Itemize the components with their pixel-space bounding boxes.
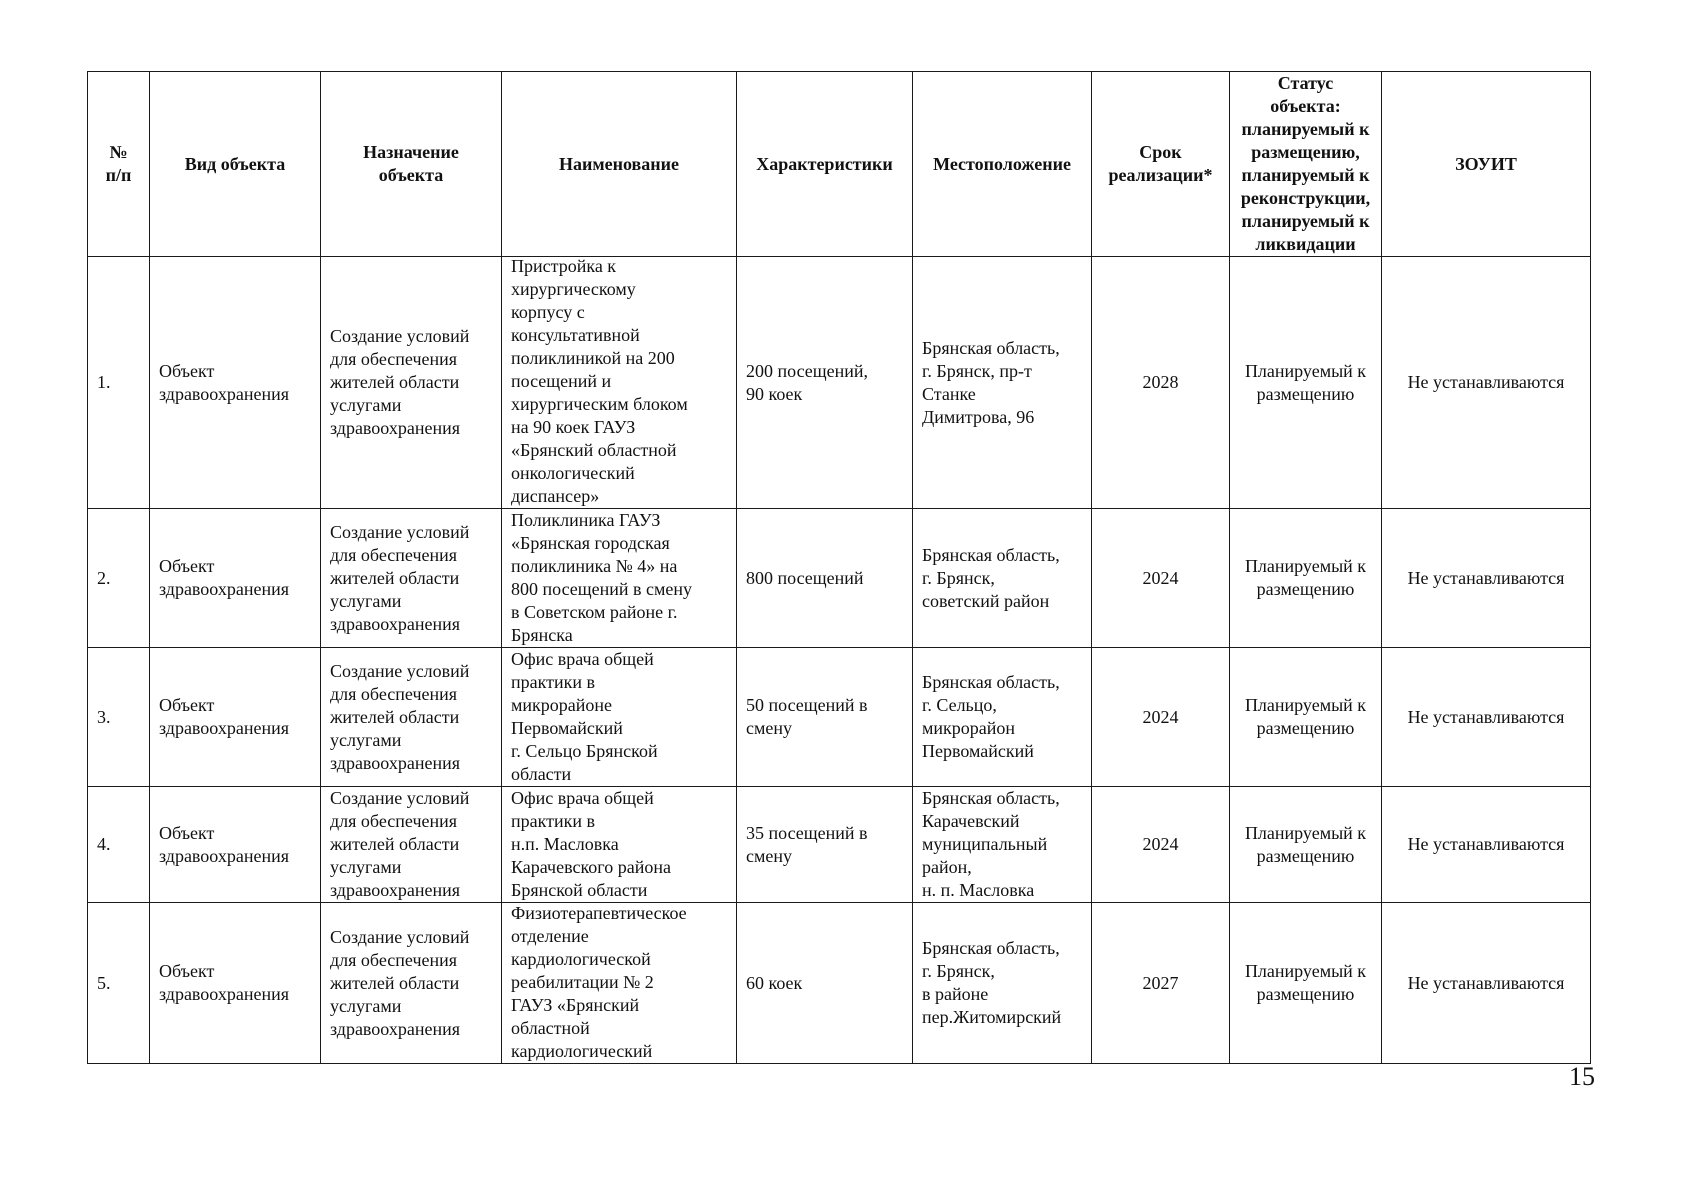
header-name: Наименование <box>502 72 737 257</box>
cell-term: 2027 <box>1092 903 1230 1064</box>
cell-zouit: Не устанавливаются <box>1382 787 1591 903</box>
cell-purpose: Создание условий для обеспечения жителей области услугами здравоохранения <box>321 509 502 648</box>
header-location: Местоположение <box>913 72 1092 257</box>
header-num: № п/п <box>88 72 150 257</box>
header-characteristics: Характеристики <box>737 72 913 257</box>
header-status: Статус объекта: планируемый к размещению, планируемый к реконструкции, планируемый к ликвидации <box>1230 72 1382 257</box>
cell-status: Планируемый к размещению <box>1230 787 1382 903</box>
cell-characteristics: 800 посещений <box>737 509 913 648</box>
table-row <box>88 509 1591 648</box>
cell-zouit: Не устанавливаются <box>1382 509 1591 648</box>
header-purpose: Назначение объекта <box>321 72 502 257</box>
table-row <box>88 787 1591 903</box>
cell-status: Планируемый к размещению <box>1230 903 1382 1064</box>
cell-location: Брянская область, г. Брянск, в районе пер.Житомирский <box>913 903 1092 1064</box>
cell-zouit: Не устанавливаются <box>1382 257 1591 509</box>
cell-num: 5. <box>88 903 150 1064</box>
table-body <box>88 257 1591 1064</box>
cell-purpose: Создание условий для обеспечения жителей области услугами здравоохранения <box>321 903 502 1064</box>
cell-status: Планируемый к размещению <box>1230 257 1382 509</box>
cell-name: Физиотерапевтическое отделение кардиологической реабилитации № 2 ГАУЗ «Брянский областной кардиологический <box>502 903 737 1064</box>
cell-location: Брянская область, Карачевский муниципальный район, н. п. Масловка <box>913 787 1092 903</box>
cell-characteristics: 35 посещений в смену <box>737 787 913 903</box>
cell-type: Объект здравоохранения <box>150 648 321 787</box>
table-row <box>88 648 1591 787</box>
objects-table <box>87 71 1591 1064</box>
table-header <box>88 72 1591 257</box>
cell-type: Объект здравоохранения <box>150 509 321 648</box>
cell-name: Офис врача общей практики в микрорайоне Первомайский г. Сельцо Брянской области <box>502 648 737 787</box>
cell-term: 2024 <box>1092 787 1230 903</box>
page-number: 15 <box>1569 1062 1595 1091</box>
cell-characteristics: 50 посещений в смену <box>737 648 913 787</box>
cell-num: 4. <box>88 787 150 903</box>
cell-zouit: Не устанавливаются <box>1382 648 1591 787</box>
cell-name: Пристройка к хирургическому корпусу с консультативной поликлиникой на 200 посещений и хирургическим блоком на 90 коек ГАУЗ «Брянский областной онкологический диспансер» <box>502 257 737 509</box>
table-row <box>88 257 1591 509</box>
cell-status: Планируемый к размещению <box>1230 648 1382 787</box>
cell-type: Объект здравоохранения <box>150 257 321 509</box>
table-row <box>88 903 1591 1064</box>
cell-purpose: Создание условий для обеспечения жителей области услугами здравоохранения <box>321 787 502 903</box>
cell-name: Поликлиника ГАУЗ «Брянская городская поликлиника № 4» на 800 посещений в смену в Советском районе г. Брянска <box>502 509 737 648</box>
cell-zouit: Не устанавливаются <box>1382 903 1591 1064</box>
cell-num: 1. <box>88 257 150 509</box>
cell-characteristics: 60 коек <box>737 903 913 1064</box>
cell-term: 2024 <box>1092 648 1230 787</box>
cell-term: 2028 <box>1092 257 1230 509</box>
cell-num: 2. <box>88 509 150 648</box>
cell-location: Брянская область, г. Сельцо, микрорайон Первомайский <box>913 648 1092 787</box>
cell-type: Объект здравоохранения <box>150 903 321 1064</box>
cell-location: Брянская область, г. Брянск, пр-т Станке Димитрова, 96 <box>913 257 1092 509</box>
header-row <box>88 72 1591 257</box>
cell-num: 3. <box>88 648 150 787</box>
header-term: Срок реализации* <box>1092 72 1230 257</box>
cell-type: Объект здравоохранения <box>150 787 321 903</box>
cell-characteristics: 200 посещений, 90 коек <box>737 257 913 509</box>
cell-purpose: Создание условий для обеспечения жителей области услугами здравоохранения <box>321 648 502 787</box>
cell-term: 2024 <box>1092 509 1230 648</box>
cell-location: Брянская область, г. Брянск, советский район <box>913 509 1092 648</box>
header-zouit: ЗОУИТ <box>1382 72 1591 257</box>
cell-status: Планируемый к размещению <box>1230 509 1382 648</box>
header-type: Вид объекта <box>150 72 321 257</box>
cell-name: Офис врача общей практики в н.п. Масловка Карачевского района Брянской области <box>502 787 737 903</box>
cell-purpose: Создание условий для обеспечения жителей области услугами здравоохранения <box>321 257 502 509</box>
